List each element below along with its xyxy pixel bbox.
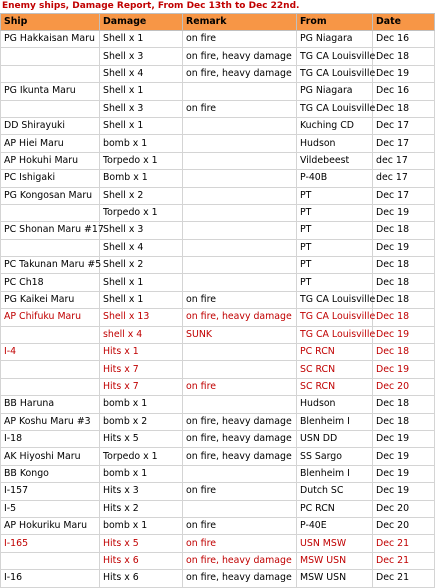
cell-remark[interactable] (183, 361, 297, 378)
cell-ship[interactable] (1, 239, 100, 256)
cell-damage[interactable]: Hits x 3 (100, 483, 183, 500)
cell-remark[interactable] (183, 239, 297, 256)
cell-from[interactable]: TG CA Louisville (297, 65, 373, 82)
cell-ship[interactable] (1, 361, 100, 378)
cell-from[interactable]: PT (297, 274, 373, 291)
column-header-remark[interactable]: Remark (183, 14, 297, 31)
cell-from[interactable]: PT (297, 222, 373, 239)
cell-from[interactable]: TG CA Louisville (297, 309, 373, 326)
cell-date[interactable]: Dec 18 (373, 309, 435, 326)
cell-date[interactable]: dec 17 (373, 152, 435, 169)
cell-from[interactable]: PG Niagara (297, 31, 373, 48)
cell-ship[interactable]: AP Hokuhi Maru (1, 152, 100, 169)
cell-from[interactable]: Kuching CD (297, 117, 373, 134)
cell-damage[interactable]: Hits x 2 (100, 500, 183, 517)
cell-remark[interactable] (183, 152, 297, 169)
cell-ship[interactable] (1, 552, 100, 569)
cell-ship[interactable]: I-157 (1, 483, 100, 500)
cell-date[interactable]: Dec 20 (373, 517, 435, 534)
cell-date[interactable]: dec 17 (373, 170, 435, 187)
cell-date[interactable]: Dec 19 (373, 326, 435, 343)
cell-damage[interactable]: Hits x 5 (100, 430, 183, 447)
cell-date[interactable]: Dec 16 (373, 31, 435, 48)
table-row (1, 31, 435, 48)
table-row (1, 187, 435, 204)
table-row (1, 483, 435, 500)
cell-from[interactable]: TG CA Louisville (297, 48, 373, 65)
cell-damage[interactable]: Torpedo x 1 (100, 152, 183, 169)
cell-damage[interactable]: Shell x 1 (100, 83, 183, 100)
table-row (1, 430, 435, 447)
cell-remark[interactable] (183, 204, 297, 221)
table-row (1, 361, 435, 378)
cell-ship[interactable] (1, 100, 100, 117)
cell-remark[interactable] (183, 187, 297, 204)
table-row (1, 170, 435, 187)
cell-from[interactable]: PT (297, 204, 373, 221)
cell-damage[interactable]: bomb x 1 (100, 465, 183, 482)
cell-from[interactable]: TG CA Louisville (297, 291, 373, 308)
cell-date[interactable]: Dec 17 (373, 117, 435, 134)
table-row (1, 344, 435, 361)
cell-date[interactable]: Dec 17 (373, 135, 435, 152)
table-row (1, 291, 435, 308)
cell-ship[interactable]: I-16 (1, 570, 100, 587)
cell-ship[interactable]: I-5 (1, 500, 100, 517)
table-row (1, 570, 435, 587)
cell-date[interactable]: Dec 17 (373, 187, 435, 204)
cell-ship[interactable]: PC Shonan Maru #17 (1, 222, 100, 239)
table-row (1, 274, 435, 291)
cell-damage[interactable]: bomb x 1 (100, 517, 183, 534)
cell-remark[interactable] (183, 170, 297, 187)
cell-date[interactable]: Dec 19 (373, 430, 435, 447)
cell-damage[interactable]: Hits x 6 (100, 552, 183, 569)
table-row (1, 48, 435, 65)
report-title: Enemy ships, Damage Report, From Dec 13th to Dec 22nd. (2, 1, 300, 11)
cell-damage[interactable]: bomb x 1 (100, 135, 183, 152)
cell-from[interactable]: USN MSW (297, 535, 373, 552)
cell-date[interactable]: Dec 18 (373, 344, 435, 361)
cell-date[interactable]: Dec 18 (373, 396, 435, 413)
cell-ship[interactable]: I-165 (1, 535, 100, 552)
cell-from[interactable]: PC RCN (297, 344, 373, 361)
cell-remark[interactable]: on fire, heavy damage (183, 309, 297, 326)
cell-ship[interactable]: AP Koshu Maru #3 (1, 413, 100, 430)
cell-ship[interactable] (1, 326, 100, 343)
column-header-damage[interactable]: Damage (100, 14, 183, 31)
header-row (1, 14, 435, 31)
cell-ship[interactable]: PG Kaikei Maru (1, 291, 100, 308)
cell-damage[interactable]: Shell x 13 (100, 309, 183, 326)
cell-remark[interactable]: on fire (183, 100, 297, 117)
cell-damage[interactable]: Shell x 4 (100, 239, 183, 256)
cell-date[interactable]: Dec 19 (373, 448, 435, 465)
cell-ship[interactable]: I-18 (1, 430, 100, 447)
cell-ship[interactable]: AK Hiyoshi Maru (1, 448, 100, 465)
cell-remark[interactable] (183, 500, 297, 517)
cell-damage[interactable]: Shell x 1 (100, 31, 183, 48)
cell-remark[interactable] (183, 344, 297, 361)
cell-from[interactable]: SC RCN (297, 361, 373, 378)
cell-damage[interactable]: Hits x 7 (100, 361, 183, 378)
cell-from[interactable]: TG CA Louisville (297, 100, 373, 117)
cell-date[interactable]: Dec 18 (373, 257, 435, 274)
cell-damage[interactable]: Shell x 1 (100, 291, 183, 308)
cell-date[interactable]: Dec 20 (373, 500, 435, 517)
table-row (1, 83, 435, 100)
table-row (1, 552, 435, 569)
cell-from[interactable]: MSW USN (297, 570, 373, 587)
cell-remark[interactable]: on fire, heavy damage (183, 552, 297, 569)
cell-damage[interactable]: Shell x 1 (100, 117, 183, 134)
cell-from[interactable]: P-40B (297, 170, 373, 187)
cell-from[interactable]: PT (297, 187, 373, 204)
cell-remark[interactable] (183, 83, 297, 100)
cell-from[interactable]: TG CA Louisville (297, 326, 373, 343)
cell-ship[interactable]: PG Ikunta Maru (1, 83, 100, 100)
cell-date[interactable]: Dec 18 (373, 222, 435, 239)
cell-remark[interactable]: on fire (183, 535, 297, 552)
cell-damage[interactable]: Shell x 3 (100, 100, 183, 117)
cell-remark[interactable]: on fire (183, 483, 297, 500)
cell-from[interactable]: PT (297, 239, 373, 256)
cell-ship[interactable]: AP Hokuriku Maru (1, 517, 100, 534)
cell-date[interactable]: Dec 20 (373, 378, 435, 395)
column-header-ship[interactable]: Ship (1, 14, 100, 31)
cell-date[interactable]: Dec 19 (373, 204, 435, 221)
cell-damage[interactable]: Hits x 7 (100, 378, 183, 395)
table-row (1, 500, 435, 517)
cell-from[interactable]: USN DD (297, 430, 373, 447)
cell-date[interactable]: Dec 21 (373, 570, 435, 587)
cell-from[interactable]: Hudson (297, 135, 373, 152)
cell-date[interactable]: Dec 21 (373, 535, 435, 552)
cell-from[interactable]: Blenheim I (297, 413, 373, 430)
cell-ship[interactable]: AP Hiei Maru (1, 135, 100, 152)
cell-remark[interactable]: on fire, heavy damage (183, 448, 297, 465)
table-row (1, 535, 435, 552)
cell-ship[interactable]: BB Kongo (1, 465, 100, 482)
cell-from[interactable]: P-40E (297, 517, 373, 534)
cell-date[interactable]: Dec 18 (373, 274, 435, 291)
cell-ship[interactable] (1, 48, 100, 65)
cell-ship[interactable] (1, 378, 100, 395)
table-row (1, 257, 435, 274)
cell-from[interactable]: PG Niagara (297, 83, 373, 100)
cell-date[interactable]: Dec 21 (373, 552, 435, 569)
table-row (1, 413, 435, 430)
cell-remark[interactable]: on fire, heavy damage (183, 430, 297, 447)
cell-from[interactable]: Vildebeest (297, 152, 373, 169)
cell-damage[interactable]: shell x 4 (100, 326, 183, 343)
cell-remark[interactable]: on fire, heavy damage (183, 413, 297, 430)
cell-from[interactable]: Blenheim I (297, 465, 373, 482)
table-row (1, 100, 435, 117)
cell-remark[interactable] (183, 465, 297, 482)
table-row (1, 135, 435, 152)
cell-damage[interactable]: Bomb x 1 (100, 170, 183, 187)
cell-remark[interactable]: on fire, heavy damage (183, 570, 297, 587)
table-row (1, 517, 435, 534)
damage-report-table (0, 13, 435, 588)
table-row (1, 239, 435, 256)
cell-ship[interactable]: DD Shirayuki (1, 117, 100, 134)
cell-date[interactable]: Dec 18 (373, 291, 435, 308)
cell-ship[interactable]: I-4 (1, 344, 100, 361)
cell-ship[interactable]: PG Hakkaisan Maru (1, 31, 100, 48)
table-row (1, 152, 435, 169)
column-header-date[interactable]: Date (373, 14, 435, 31)
cell-damage[interactable]: Hits x 6 (100, 570, 183, 587)
table-row (1, 204, 435, 221)
cell-date[interactable]: Dec 19 (373, 361, 435, 378)
cell-date[interactable]: Dec 19 (373, 239, 435, 256)
cell-remark[interactable] (183, 117, 297, 134)
cell-damage[interactable]: Shell x 3 (100, 48, 183, 65)
table-row (1, 326, 435, 343)
table-row (1, 378, 435, 395)
cell-remark[interactable]: SUNK (183, 326, 297, 343)
cell-ship[interactable] (1, 65, 100, 82)
table-row (1, 65, 435, 82)
cell-damage[interactable]: Hits x 5 (100, 535, 183, 552)
cell-remark[interactable]: on fire, heavy damage (183, 48, 297, 65)
cell-date[interactable]: Dec 19 (373, 483, 435, 500)
cell-damage[interactable]: Shell x 2 (100, 257, 183, 274)
cell-ship[interactable] (1, 204, 100, 221)
cell-damage[interactable]: bomb x 1 (100, 396, 183, 413)
cell-damage[interactable]: Shell x 1 (100, 274, 183, 291)
cell-remark[interactable]: on fire, heavy damage (183, 65, 297, 82)
cell-damage[interactable]: Torpedo x 1 (100, 448, 183, 465)
table-row (1, 448, 435, 465)
cell-ship[interactable]: BB Haruna (1, 396, 100, 413)
cell-date[interactable]: Dec 18 (373, 100, 435, 117)
table-row (1, 222, 435, 239)
cell-remark[interactable]: on fire (183, 31, 297, 48)
cell-date[interactable]: Dec 18 (373, 413, 435, 430)
cell-damage[interactable]: bomb x 2 (100, 413, 183, 430)
cell-remark[interactable] (183, 222, 297, 239)
cell-ship[interactable]: PC Ch18 (1, 274, 100, 291)
cell-damage[interactable]: Shell x 2 (100, 187, 183, 204)
cell-ship[interactable]: PC Ishigaki (1, 170, 100, 187)
cell-remark[interactable]: on fire (183, 378, 297, 395)
cell-from[interactable]: Hudson (297, 396, 373, 413)
cell-ship[interactable]: AP Chifuku Maru (1, 309, 100, 326)
table-row (1, 396, 435, 413)
cell-remark[interactable] (183, 257, 297, 274)
cell-remark[interactable]: on fire (183, 291, 297, 308)
table-row (1, 117, 435, 134)
cell-date[interactable]: Dec 18 (373, 48, 435, 65)
cell-date[interactable]: Dec 19 (373, 465, 435, 482)
cell-from[interactable]: Dutch SC (297, 483, 373, 500)
column-header-from[interactable]: From (297, 14, 373, 31)
cell-from[interactable]: PC RCN (297, 500, 373, 517)
cell-from[interactable]: SS Sargo (297, 448, 373, 465)
cell-damage[interactable]: Shell x 3 (100, 222, 183, 239)
cell-remark[interactable] (183, 274, 297, 291)
cell-ship[interactable]: PC Takunan Maru #5 (1, 257, 100, 274)
cell-date[interactable]: Dec 19 (373, 65, 435, 82)
cell-ship[interactable]: PG Kongosan Maru (1, 187, 100, 204)
cell-remark[interactable]: on fire (183, 517, 297, 534)
cell-damage[interactable]: Hits x 1 (100, 344, 183, 361)
table-row (1, 465, 435, 482)
cell-date[interactable]: Dec 16 (373, 83, 435, 100)
table-row (1, 309, 435, 326)
cell-from[interactable]: PT (297, 257, 373, 274)
cell-damage[interactable]: Torpedo x 1 (100, 204, 183, 221)
cell-remark[interactable] (183, 135, 297, 152)
cell-from[interactable]: MSW USN (297, 552, 373, 569)
cell-remark[interactable] (183, 396, 297, 413)
cell-from[interactable]: SC RCN (297, 378, 373, 395)
cell-damage[interactable]: Shell x 4 (100, 65, 183, 82)
